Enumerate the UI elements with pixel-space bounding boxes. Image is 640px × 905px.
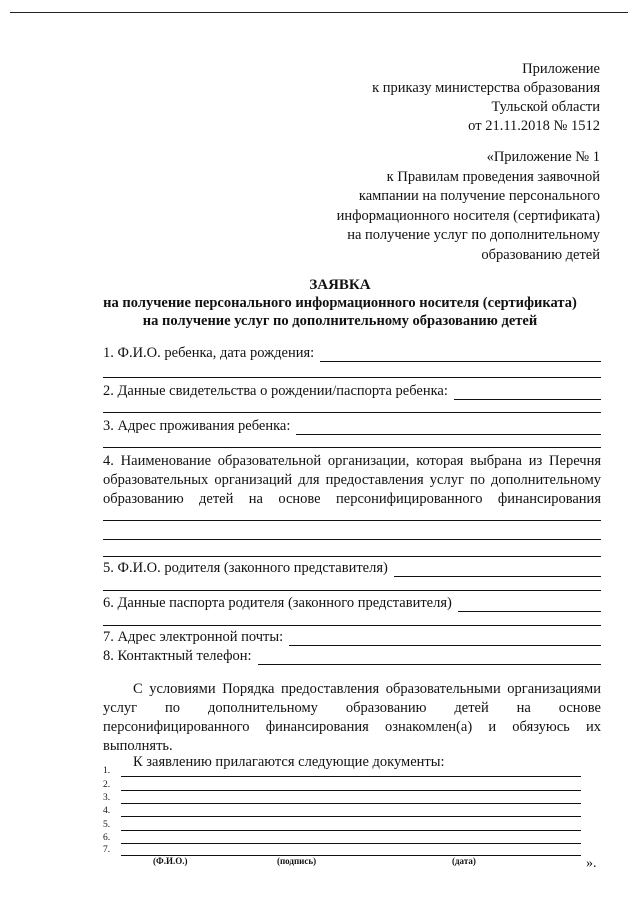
appendix-line: образованию детей xyxy=(481,246,600,263)
email-input-line[interactable] xyxy=(289,631,601,646)
organization-input-line[interactable] xyxy=(103,556,601,557)
signature-date-label: (дата) xyxy=(452,856,476,866)
consent-line: услуг по дополнительному образованию детей на основе xyxy=(103,700,601,716)
field-label: 5. Ф.И.О. родителя (законного представителя) xyxy=(103,560,388,576)
consent-line: выполнять. xyxy=(103,738,173,754)
appendix-reference xyxy=(300,148,600,265)
child-document-input-line[interactable] xyxy=(454,385,601,400)
consent-line: С условиями Порядка предоставления образовательными организациями xyxy=(133,681,601,697)
top-rule xyxy=(10,12,628,13)
consent-paragraph xyxy=(103,680,601,756)
field-child-name xyxy=(103,344,601,362)
attachment-row xyxy=(103,792,581,804)
appendix-line: информационного носителя (сертификата) xyxy=(336,207,600,224)
field-label: 6. Данные паспорта родителя (законного представителя) xyxy=(103,595,452,611)
approval-reference xyxy=(330,60,600,136)
title-subtitle: на получение услуг по дополнительному образованию детей xyxy=(142,313,538,329)
child-address-input-line[interactable] xyxy=(296,420,601,435)
parent-name-input-line[interactable] xyxy=(394,562,601,577)
attachment-input-line[interactable] xyxy=(121,835,581,844)
attachment-input-line[interactable] xyxy=(121,795,581,804)
attachment-number: 5. xyxy=(103,820,111,830)
field-email xyxy=(103,628,601,646)
blank-line[interactable] xyxy=(103,625,601,626)
attachment-number: 1. xyxy=(103,766,111,776)
approval-line: от 21.11.2018 № 1512 xyxy=(468,118,600,134)
field-label: образовательных организаций для предоставления услуг по дополнительному xyxy=(103,472,601,488)
field-label: 3. Адрес проживания ребенка: xyxy=(103,418,291,434)
attachment-input-line[interactable] xyxy=(121,847,581,856)
blank-line[interactable] xyxy=(103,412,601,413)
field-child-document xyxy=(103,382,601,400)
field-parent-name xyxy=(103,559,601,577)
title-main: ЗАЯВКА xyxy=(309,277,371,293)
field-label: 4. Наименование образовательной организации, которая выбрана из Перечня xyxy=(103,453,601,469)
attachments-intro: К заявлению прилагаются следующие документы: xyxy=(133,754,445,770)
appendix-line: кампании на получение персонального xyxy=(358,188,600,204)
attachment-row xyxy=(103,805,581,817)
field-parent-passport xyxy=(103,594,601,612)
field-label: 7. Адрес электронной почты: xyxy=(103,629,284,645)
attachment-row xyxy=(103,765,581,777)
consent-line: персонифицированного финансирования ознакомлен(а) и обязуюсь их xyxy=(103,719,601,735)
appendix-line: к Правилам проведения заявочной xyxy=(386,168,600,185)
organization-input-line[interactable] xyxy=(103,520,601,521)
attachment-input-line[interactable] xyxy=(121,822,581,831)
appendix-line: на получение услуг по дополнительному xyxy=(347,227,600,243)
blank-line[interactable] xyxy=(103,377,601,378)
attachment-row xyxy=(103,844,581,856)
blank-line[interactable] xyxy=(103,447,601,448)
approval-line: Приложение xyxy=(522,61,600,77)
attachment-number: 3. xyxy=(103,793,111,803)
approval-line: к приказу министерства образования xyxy=(372,80,600,96)
approval-line: Тульской области xyxy=(491,99,600,115)
closing-quote: ». xyxy=(586,856,597,871)
document-title xyxy=(40,276,640,330)
attachment-number: 6. xyxy=(103,833,111,843)
attachment-number: 2. xyxy=(103,780,111,790)
field-label: 8. Контактный телефон: xyxy=(103,648,252,664)
attachment-input-line[interactable] xyxy=(121,808,581,817)
field-label: 1. Ф.И.О. ребенка, дата рождения: xyxy=(103,345,315,361)
appendix-line: «Приложение № 1 xyxy=(486,149,600,165)
attachment-input-line[interactable] xyxy=(121,782,581,791)
attachment-number: 7. xyxy=(103,845,111,855)
attachment-row xyxy=(103,832,581,844)
parent-passport-input-line[interactable] xyxy=(458,597,601,612)
phone-input-line[interactable] xyxy=(258,650,601,665)
attachment-row xyxy=(103,819,581,831)
organization-input-line[interactable] xyxy=(103,539,601,540)
attachment-number: 4. xyxy=(103,806,111,816)
field-phone xyxy=(103,647,601,665)
field-organization xyxy=(103,452,601,509)
field-label: 2. Данные свидетельства о рождении/паспорта ребенка: xyxy=(103,383,448,399)
field-label: образованию детей на основе персонифицированного финансирования xyxy=(103,491,601,507)
signature-name-label: (Ф.И.О.) xyxy=(153,856,188,866)
title-subtitle: на получение персонального информационного носителя (сертификата) xyxy=(103,295,577,311)
field-child-address xyxy=(103,417,601,435)
attachment-row xyxy=(103,779,581,791)
blank-line[interactable] xyxy=(103,590,601,591)
attachment-input-line[interactable] xyxy=(121,768,581,777)
child-name-input-line[interactable] xyxy=(320,347,601,362)
signature-sign-label: (подпись) xyxy=(277,856,317,866)
